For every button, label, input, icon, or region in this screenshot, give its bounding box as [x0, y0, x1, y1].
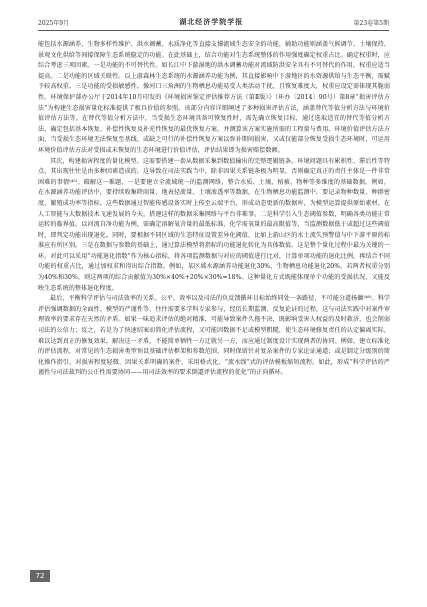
volume-issue: 第23卷第5期: [353, 19, 389, 27]
header-rule: [38, 30, 389, 31]
running-header: [38, 16, 389, 28]
paragraph-2: 其次，构建损害程度的量化模型。这需要搭建一套从数据采集到数值输出的完整逻辑链条。环境问题具有累积性、滞后性等特点，其出现往往是由多种因素造成的，这导致在司法实践当中，除非因果关系链条极为明显，否则确定真正的责任主体是一件非常困难的事情⁽⁴⁵⁾。破解这一难题，一是要建立全流域统一的监测网络，整合水质、土壤、植被、物种等多维度的基础数据。例如，在水源涵养功能评估中，要持续收集降雨量、地表径流量、土壤渗透率等数据，在生物栖息功能监测中，要记录物种数量、种群密度、繁殖成功率等指标。这些数据通过智能传感设备实时上传至云端平台，形成动态更新的数据库，为模型运算提供原始素材。在人工智能与大数据技术飞速发展的今天，搭建这样的数据采集网络与平台非难事。二是科学引入生态阈值参数，明确各类功能正常运转的临界值。以河流自净功能为例，需确定溶解氧含量的最低标准、化学需氧量的最高限值等，当监测数据低于或超过这些阈值时，即判定功能出现退化。同时，要根据不同区域的生态特征设置差异化阈值，比如上游山区的水土流失预警值与中下游平原的标准应有所区别。三是在数据与参数的基础上，通过算法模型将指标的功能退化转化为具体数值。这是整个量化过程中最为关键的一环。对此可以采用“功能退化指数”作为核心指标，将各项监测数据与对应的阈值进行比对，计算单项功能的退化比例，再结合不同功能的权重占比，通过加权求和得出综合指数。例如，某区域水源涵养功能退化30%，生物栖息功能退化20%，若两者权重分别为40%和30%，则这两项的综合贡献值为30%×40%+20%×30%=18%。这种量化方式既能体现单个功能的受损状况，又能反映生态系统的整体退化程度。: [38, 157, 390, 292]
article-body: [38, 40, 390, 379]
issue-date: 2025年9月: [38, 19, 70, 27]
page-number: 72: [30, 570, 50, 582]
journal-title: 湖北经济学院学报: [179, 18, 244, 26]
paragraph-1: 能包括水源涵养、生物多样性维护、洪水调蓄、水质净化等直接支撑流域生态安全的功能，辅助功能则涵盖气候调节、土壤保持、景观文化供给等间接保障生态系统稳定的功能。在此基础上，结合功能对生态系统整体的作用强度确定权重占比。确定权重时，应综合考虑三项因素。一是功能的不可替代性。如长江中下游湿地的洪水调蓄功能对流域防洪安全具有不可替代的作用，权重应适当提高。二是功能的区域关联性。以上游森林生态系统的水源涵养功能为例，其直接影响中下游地区的水资源供给与生态平衡，需赋予较高权重。三是功能的受损敏感性。像河口三角洲的生物栖息功能易受人类活动干扰，且恢复难度大，权重应设定需体现其脆弱性。环境保护部办公厅于2014年10月印发的《环境损害鉴定评估推荐方法（第Ⅱ版）》（环办〔2014〕90号）第8章“损害评估方法”为构建生态损害量化标准提供了极具价值的参照。该部分内容详细阐述了多种损害评估方法，涵盖替代等值分析方法与环境价值评估方法等。在替代等值分析方法中，当受损生态环境具备可恢复性时，需先确立恢复目标，通过选取适宜的替代等值分析方法，确定包括基本恢复、补偿性恢复及补充性恢复的最优恢复方案，并测算该方案实施所需的工程量与费用。环境价值评估方法方面，当受损生态环境无法恢复至基线，或缺乏可行的补偿性恢复方案以弥补期间损害，又或仅能部分恢复受损生态环境时，可运用环境价值评估方法对受损或未恢复的生态环境进行价值评估，评估结果即为损害赔偿数额。: [38, 41, 390, 154]
paragraph-3: 最后，平衡科学评估与司法效率的关系。公平、效率以及司法的负反馈循环目标始终同处一条路径，不可能分道扬镳⁽⁴⁶⁾。科学评估强调数据的全面性、模型的严谨性等，往往需要多学科专家参与，经历长期监测、反复论证的过程，这与司法实践中对案件审理效率的要求存在天然的矛盾。如果一味追求评估的绝对精准，可能导致案件久拖不决，既影响受害人权益的及时救济，也会削弱司法的公信力；反之，若是为了快速结案而简化评估流程，又可能因数据不足或模型粗糙，使生态环境修复责任的认定偏离实际，难以达到真正的修复效果。解决这一矛盾，不能简单牺牲一方迁就另一方，而应通过制度设计实现两者的协同。例如，建立标准化的评估流程，对常见的生态损害类型预设基础评估框架和参数范围，同时保留针对复杂案件的专家论证通道；或是制定分级别的简化操作指引，对损害程度轻微、因果关系明确的案件，采用格式化、“流水线”式的评估模板缩短流程。如此，形成“科学评估的严谨性与司法裁判的公正性需要协同——用司法效率的要求倒逼评估流程的优化”的正向循环。: [38, 295, 390, 377]
